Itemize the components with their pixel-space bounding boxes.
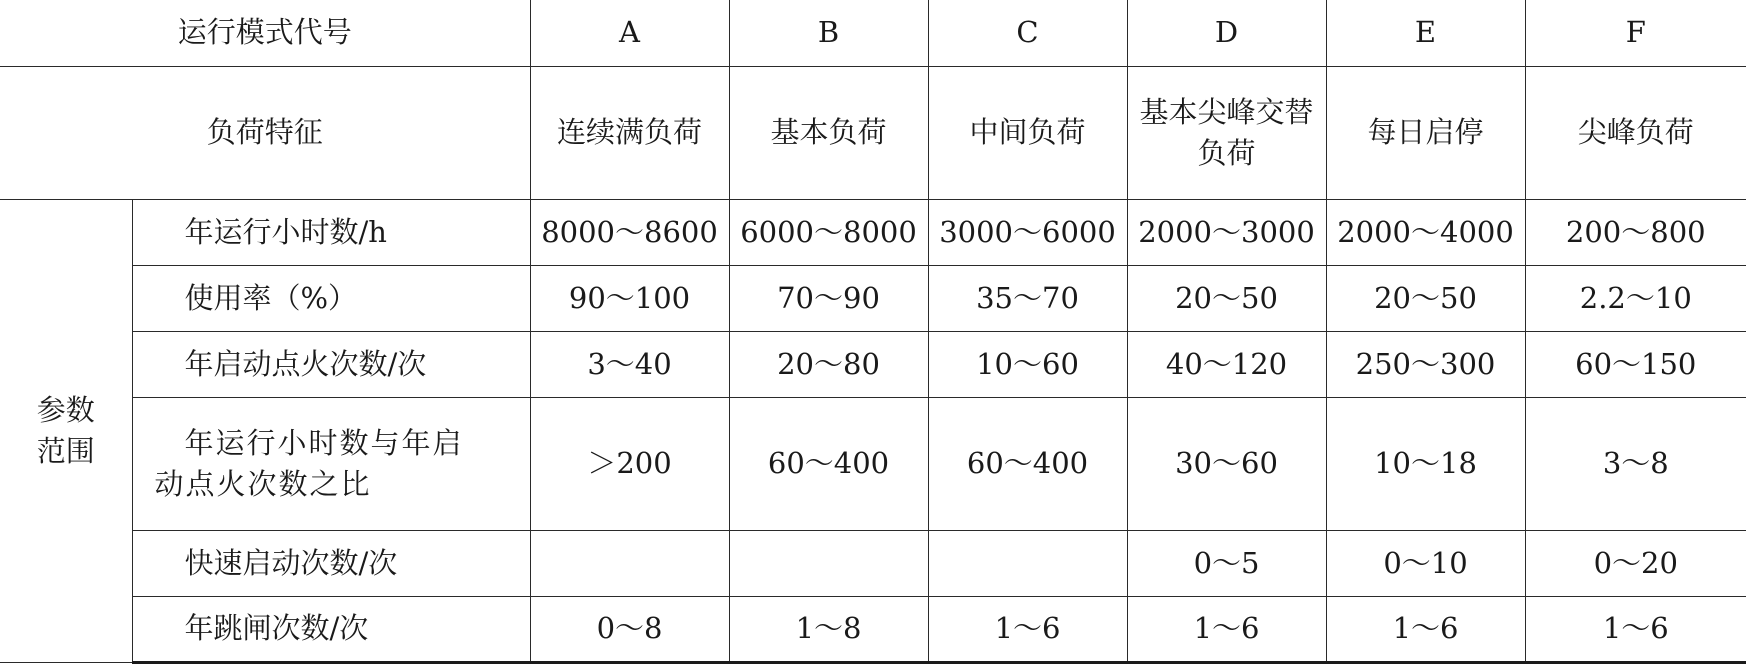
param-value: 1～6 bbox=[1127, 596, 1326, 662]
feature-row bbox=[0, 66, 1746, 199]
feature-a: 连续满负荷 bbox=[530, 66, 729, 199]
param-row-usage-rate bbox=[0, 265, 1746, 331]
param-value: 10～18 bbox=[1326, 397, 1525, 530]
param-value: 250～300 bbox=[1326, 331, 1525, 397]
param-value: 0～8 bbox=[530, 596, 729, 662]
param-value: 6000～8000 bbox=[729, 199, 928, 265]
feature-d-text: 基本尖峰交替负荷 bbox=[1139, 94, 1314, 170]
param-value: 1～6 bbox=[928, 596, 1127, 662]
param-value: 90～100 bbox=[530, 265, 729, 331]
param-value: 0～5 bbox=[1127, 530, 1326, 596]
mode-code-c: C bbox=[928, 0, 1127, 66]
feature-f: 尖峰负荷 bbox=[1525, 66, 1746, 199]
param-value: 8000～8600 bbox=[530, 199, 729, 265]
param-group-label-line1: 参数 bbox=[36, 392, 95, 427]
header-row bbox=[0, 0, 1746, 66]
param-label-line1: 年运行小时数与年启 bbox=[184, 425, 464, 460]
param-value: 1～6 bbox=[1525, 596, 1746, 662]
param-label: 快速启动次数/次 bbox=[132, 530, 530, 596]
param-label: 年跳闸次数/次 bbox=[132, 596, 530, 662]
param-value: 3～8 bbox=[1525, 397, 1746, 530]
mode-code-a: A bbox=[530, 0, 729, 66]
mode-code-e: E bbox=[1326, 0, 1525, 66]
param-row-fast-starts bbox=[0, 530, 1746, 596]
param-row-annual-starts bbox=[0, 331, 1746, 397]
param-value: 2000～4000 bbox=[1326, 199, 1525, 265]
param-value: 20～50 bbox=[1127, 265, 1326, 331]
param-value bbox=[928, 530, 1127, 596]
feature-d bbox=[1127, 66, 1326, 199]
param-label: 年启动点火次数/次 bbox=[132, 331, 530, 397]
param-value: 1～6 bbox=[1326, 596, 1525, 662]
param-label bbox=[132, 397, 530, 530]
param-value: 40～120 bbox=[1127, 331, 1326, 397]
feature-c: 中间负荷 bbox=[928, 66, 1127, 199]
param-value: ＞200 bbox=[530, 397, 729, 530]
param-value: 2000～3000 bbox=[1127, 199, 1326, 265]
param-value: 200～800 bbox=[1525, 199, 1746, 265]
param-row-annual-hours bbox=[0, 199, 1746, 265]
param-label-line2: 动点火次数之比 bbox=[154, 466, 372, 501]
param-value: 60～400 bbox=[729, 397, 928, 530]
param-value: 0～20 bbox=[1525, 530, 1746, 596]
param-value: 70～90 bbox=[729, 265, 928, 331]
feature-label-cell: 负荷特征 bbox=[0, 66, 530, 199]
param-value bbox=[530, 530, 729, 596]
param-value: 3000～6000 bbox=[928, 199, 1127, 265]
param-group-label bbox=[0, 199, 132, 662]
feature-b: 基本负荷 bbox=[729, 66, 928, 199]
param-value: 30～60 bbox=[1127, 397, 1326, 530]
param-value: 10～60 bbox=[928, 331, 1127, 397]
feature-e: 每日启停 bbox=[1326, 66, 1525, 199]
param-row-annual-trips bbox=[0, 596, 1746, 662]
param-value: 60～400 bbox=[928, 397, 1127, 530]
param-row-hours-to-starts-ratio bbox=[0, 397, 1746, 530]
param-value: 60～150 bbox=[1525, 331, 1746, 397]
param-value: 2.2～10 bbox=[1525, 265, 1746, 331]
param-group-label-line2: 范围 bbox=[36, 433, 95, 468]
param-value: 1～8 bbox=[729, 596, 928, 662]
param-value: 3～40 bbox=[530, 331, 729, 397]
mode-code-f: F bbox=[1525, 0, 1746, 66]
mode-code-d: D bbox=[1127, 0, 1326, 66]
param-value: 20～50 bbox=[1326, 265, 1525, 331]
param-value: 35～70 bbox=[928, 265, 1127, 331]
param-value: 20～80 bbox=[729, 331, 928, 397]
param-value bbox=[729, 530, 928, 596]
header-label-cell: 运行模式代号 bbox=[0, 0, 530, 66]
param-label: 使用率（%） bbox=[132, 265, 530, 331]
param-value: 0～10 bbox=[1326, 530, 1525, 596]
param-label: 年运行小时数/h bbox=[132, 199, 530, 265]
mode-code-b: B bbox=[729, 0, 928, 66]
